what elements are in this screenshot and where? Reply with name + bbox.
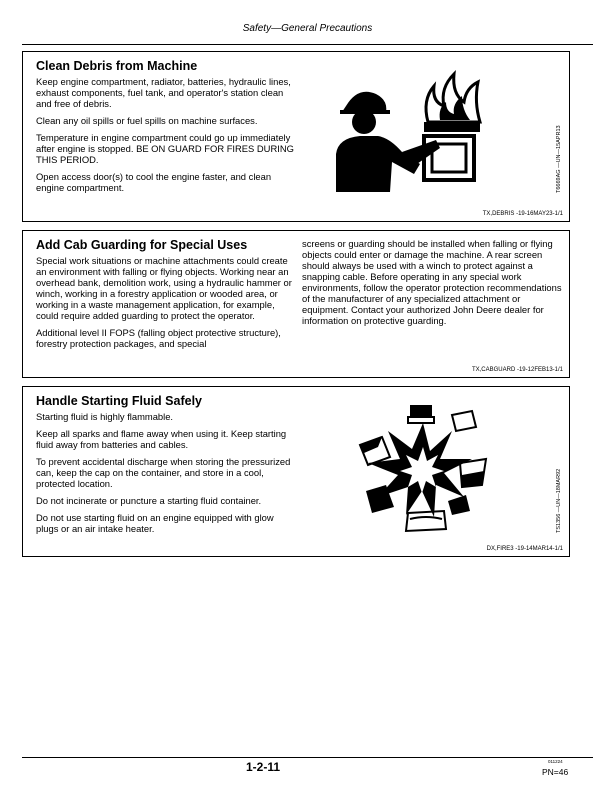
section-title: Clean Debris from Machine [36, 59, 198, 73]
paragraph: Clean any oil spills or fuel spills on machine surfaces. [36, 115, 258, 126]
section-body [36, 76, 298, 199]
image-code: TS1356 —UN—18MAR92 [556, 468, 562, 533]
paragraph: Keep all sparks and flame away when using it. Keep starting fluid away from batteries and cables. [36, 428, 287, 450]
section-starting-fluid [22, 386, 570, 557]
paragraph: Open access door(s) to cool the engine faster, and clean engine compartment. [36, 171, 272, 193]
section-body [36, 411, 298, 540]
section-title: Add Cab Guarding for Special Uses [36, 238, 248, 252]
reference-code: DX,FIRE3 -19-14MAR14-1/1 [486, 546, 563, 552]
footer-divider [22, 757, 593, 758]
section-body-column-2 [302, 238, 564, 326]
reference-code: TX,DEBRIS -19-16MAY23-1/1 [482, 211, 563, 217]
pn-label: PN=46 [542, 767, 569, 777]
paragraph: Keep engine compartment, radiator, batteries, hydraulic lines, exhaust components, fuel tank, and operator's station clean and free of debris. [36, 76, 291, 109]
paragraph: Temperature in engine compartment could go up immediately after engine is stopped. BE ON GUARD FOR FIRES DURING THIS PERIOD. [36, 132, 294, 165]
page-header [22, 22, 593, 45]
worker-fire-illustration [328, 66, 488, 196]
reference-code: TX,CABGUARD -19-12FEB13-1/1 [471, 367, 563, 373]
section-body [36, 255, 298, 355]
header-title: Safety—General Precautions [242, 23, 373, 34]
paragraph: Do not use starting fluid on an engine equipped with glow plugs or an air intake heater. [36, 512, 274, 534]
section-cab-guarding [22, 230, 570, 378]
paragraph: Additional level II FOPS (falling object protective structure), forestry protection packages, and special [36, 327, 281, 349]
paragraph: To prevent accidental discharge when storing the pressurized can, keep the cap on the container, and store in a cool, protected location. [36, 456, 291, 489]
paragraph: Starting fluid is highly flammable. [36, 411, 174, 422]
image-code: T6669AG —UN—15APR13 [556, 125, 562, 193]
paragraph: Special work situations or machine attachments could create an environment with falling or flying objects. Working near an overhead bank, demolition work, using a hydraulic hammer or winch, working in a forestry application or wooded area, or working in a waste management application, for example, could require added guarding to protect the operator. [36, 255, 292, 321]
page-number: 1-2-11 [246, 760, 281, 774]
paragraph: screens or guarding should be installed when falling or flying objects could enter or damage the machine. A rear screen should always be used with a winch to protect against a snapping cable. Before operating in any special work environments, follow the operator protection recommendations of the manufacturer of any specialized attachment or equipment. Contact your authorized John Deere dealer for information on protective guarding. [302, 238, 562, 326]
paragraph: Do not incinerate or puncture a starting fluid container. [36, 495, 262, 506]
footer-code: 011224 [548, 759, 563, 764]
starting-fluid-explosion-illustration [348, 401, 498, 535]
section-clean-debris [22, 51, 570, 222]
section-title: Handle Starting Fluid Safely [36, 394, 202, 408]
